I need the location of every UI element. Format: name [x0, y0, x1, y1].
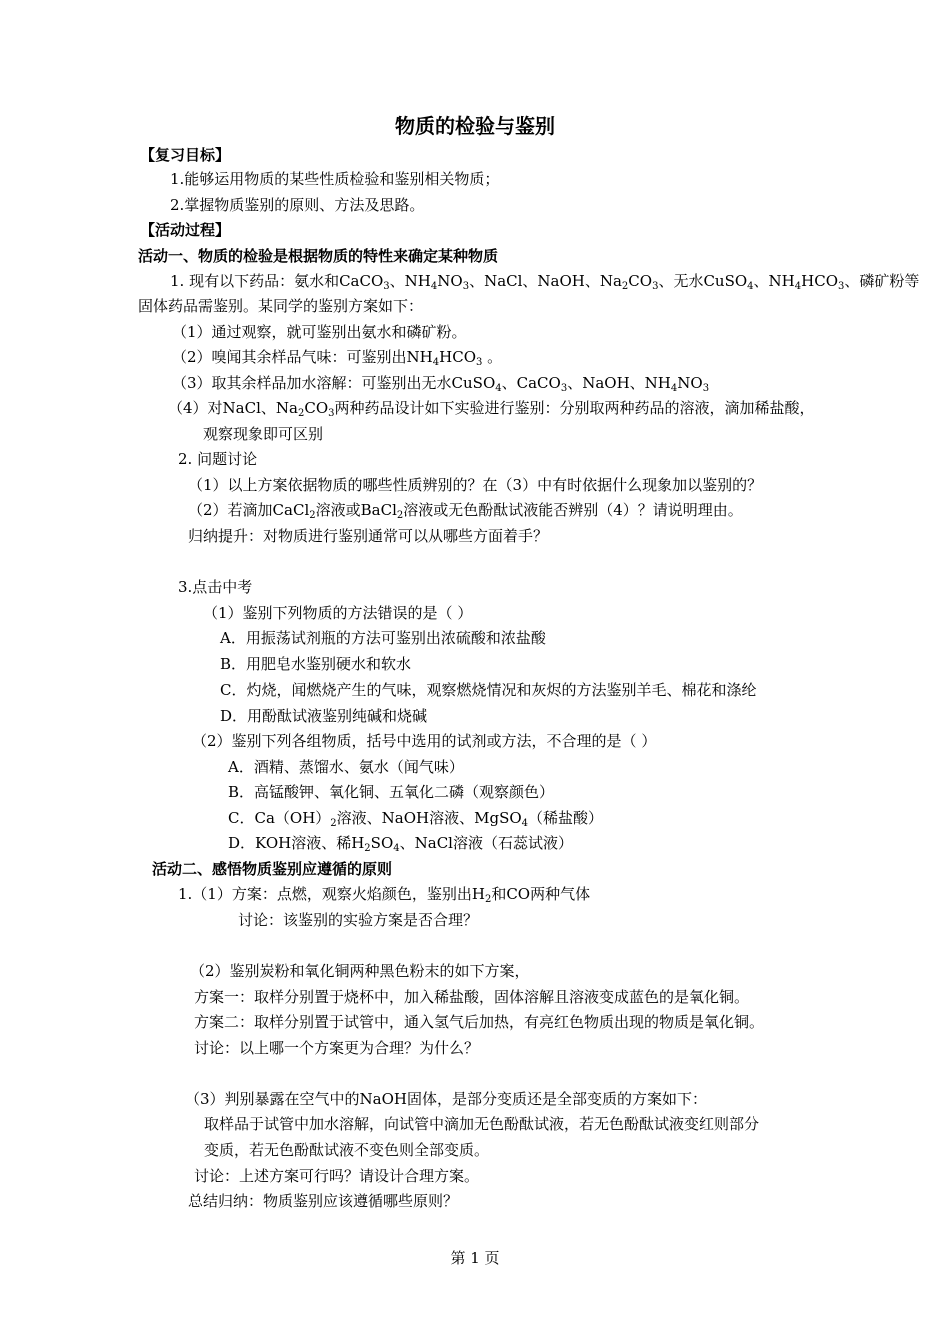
activity-1-item-1-line-2: 固体药品需鉴别。某同学的鉴别方案如下：: [138, 297, 424, 315]
activity-2-item-1-discussion: 讨论：该鉴别的实验方案是否合理？: [238, 911, 479, 929]
activity-1-step-3: （3）取其余样品加水溶解：可鉴别出无水CuSO$_4$、CaCO$_3$、NaOH、$NH_4NO_3$: [172, 374, 710, 394]
exam-question-2-option-b: B．高锰酸钾、氧化铜、五氧化二磷（观察颜色）: [228, 783, 555, 801]
activity-2-summary: 总结归纳：物质鉴别应该遵循哪些原则？: [188, 1192, 459, 1210]
activity-2-item-3-line-2: 变质，若无色酚酞试液不变色则全部变质。: [204, 1141, 490, 1159]
page-title: 物质的检验与鉴别: [395, 114, 555, 138]
activity-2-item-3: （3）判别暴露在空气中的NaOH固体，是部分变质还是全部变质的方案如下：: [185, 1090, 707, 1108]
activity-1-summary: 归纳提升：对物质进行鉴别通常可以从哪些方面着手？: [188, 527, 549, 545]
activity-2-heading: 活动二、感悟物质鉴别应遵循的原则: [152, 860, 393, 878]
activity-1-item-1-line-1: 1. 现有以下药品：氨水和CaCO$_3$、$NH_4NO_3$、NaCl、NaOH、$Na_2CO_3$、无水CuSO$_4$、$NH_4HCO_3$、磷矿粉等: [170, 272, 920, 292]
activity-1-step-4: （4）对NaCl、$Na_2CO_3$两种药品设计如下实验进行鉴别：分别取两种药品的溶液，滴加稀盐酸，: [168, 399, 815, 419]
exam-question-2-option-c: C．$Ca(OH)_2$溶液、NaOH溶液、MgSO$_4$（稀盐酸）: [228, 809, 604, 829]
review-goals-heading: 【复习目标】: [140, 146, 231, 164]
exam-question-1-option-a: A．用振荡试剂瓶的方法可鉴别出浓硫酸和浓盐酸: [220, 629, 546, 647]
exam-question-1: （1）鉴别下列物质的方法错误的是（ ）: [203, 604, 473, 622]
exam-question-1-option-d: D．用酚酞试液鉴别纯碱和烧碱: [220, 707, 428, 725]
activity-2-item-3-discussion: 讨论：上述方案可行吗？请设计合理方案。: [194, 1167, 480, 1185]
exam-question-2: （2）鉴别下列各组物质，括号中选用的试剂或方法，不合理的是（ ）: [192, 732, 657, 750]
discussion-question-1: （1）以上方案依据物质的哪些性质辨别的？在（3）中有时依据什么现象加以鉴别的？: [188, 476, 763, 494]
activity-2-item-2-discussion: 讨论：以上哪一个方案更为合理？为什么？: [194, 1039, 480, 1057]
activity-1-step-2: （2）嗅闻其余样品气味：可鉴别出$NH_4HCO_3$ 。: [172, 348, 503, 368]
activity-2-item-3-line-1: 取样品于试管中加水溶解，向试管中滴加无色酚酞试液，若无色酚酞试液变红则部分: [204, 1115, 760, 1133]
goal-2: 2.掌握物质鉴别的原则、方法及思路。: [170, 196, 425, 214]
discussion-question-2: （2）若滴加CaCl$_2$溶液或BaCl$_2$溶液或无色酚酞试液能否辨别（4）？请说明理由。: [188, 501, 743, 521]
exam-question-2-option-d: D．KOH溶液、稀$H_2SO_4$、NaCl溶液（石蕊试液）: [228, 834, 573, 854]
exam-question-1-option-b: B．用肥皂水鉴别硬水和软水: [220, 655, 412, 673]
activity-1-step-1: （1）通过观察，就可鉴别出氨水和磷矿粉。: [172, 323, 467, 341]
activity-2-item-2-plan-2: 方案二：取样分别置于试管中，通入氢气后加热，有亮红色物质出现的物质是氧化铜。: [194, 1013, 765, 1031]
page-number: 第 1 页: [450, 1249, 500, 1267]
activity-2-item-2-plan-1: 方案一：取样分别置于烧杯中，加入稀盐酸，固体溶解且溶液变成蓝色的是氧化铜。: [194, 988, 750, 1006]
goal-1: 1.能够运用物质的某些性质检验和鉴别相关物质；: [170, 170, 500, 188]
exam-question-1-option-c: C．灼烧，闻燃烧产生的气味，观察燃烧情况和灰烬的方法鉴别羊毛、棉花和涤纶: [220, 681, 757, 699]
activity-2-item-1: 1.（1）方案：点燃，观察火焰颜色，鉴别出$H_2$和CO两种气体: [178, 885, 591, 905]
activity-process-heading: 【活动过程】: [140, 221, 231, 239]
exam-question-2-option-a: A．酒精、蒸馏水、氨水（闻气味）: [228, 758, 464, 776]
activity-1-item-3: 3.点击中考: [178, 578, 253, 596]
activity-1-item-2: 2. 问题讨论: [178, 450, 258, 468]
activity-1-step-4-line-2: 观察现象即可区别: [203, 425, 324, 443]
activity-2-item-2: （2）鉴别炭粉和氧化铜两种黑色粉末的如下方案，: [190, 962, 530, 980]
activity-1-heading: 活动一、物质的检验是根据物质的特性来确定某种物质: [138, 247, 499, 265]
